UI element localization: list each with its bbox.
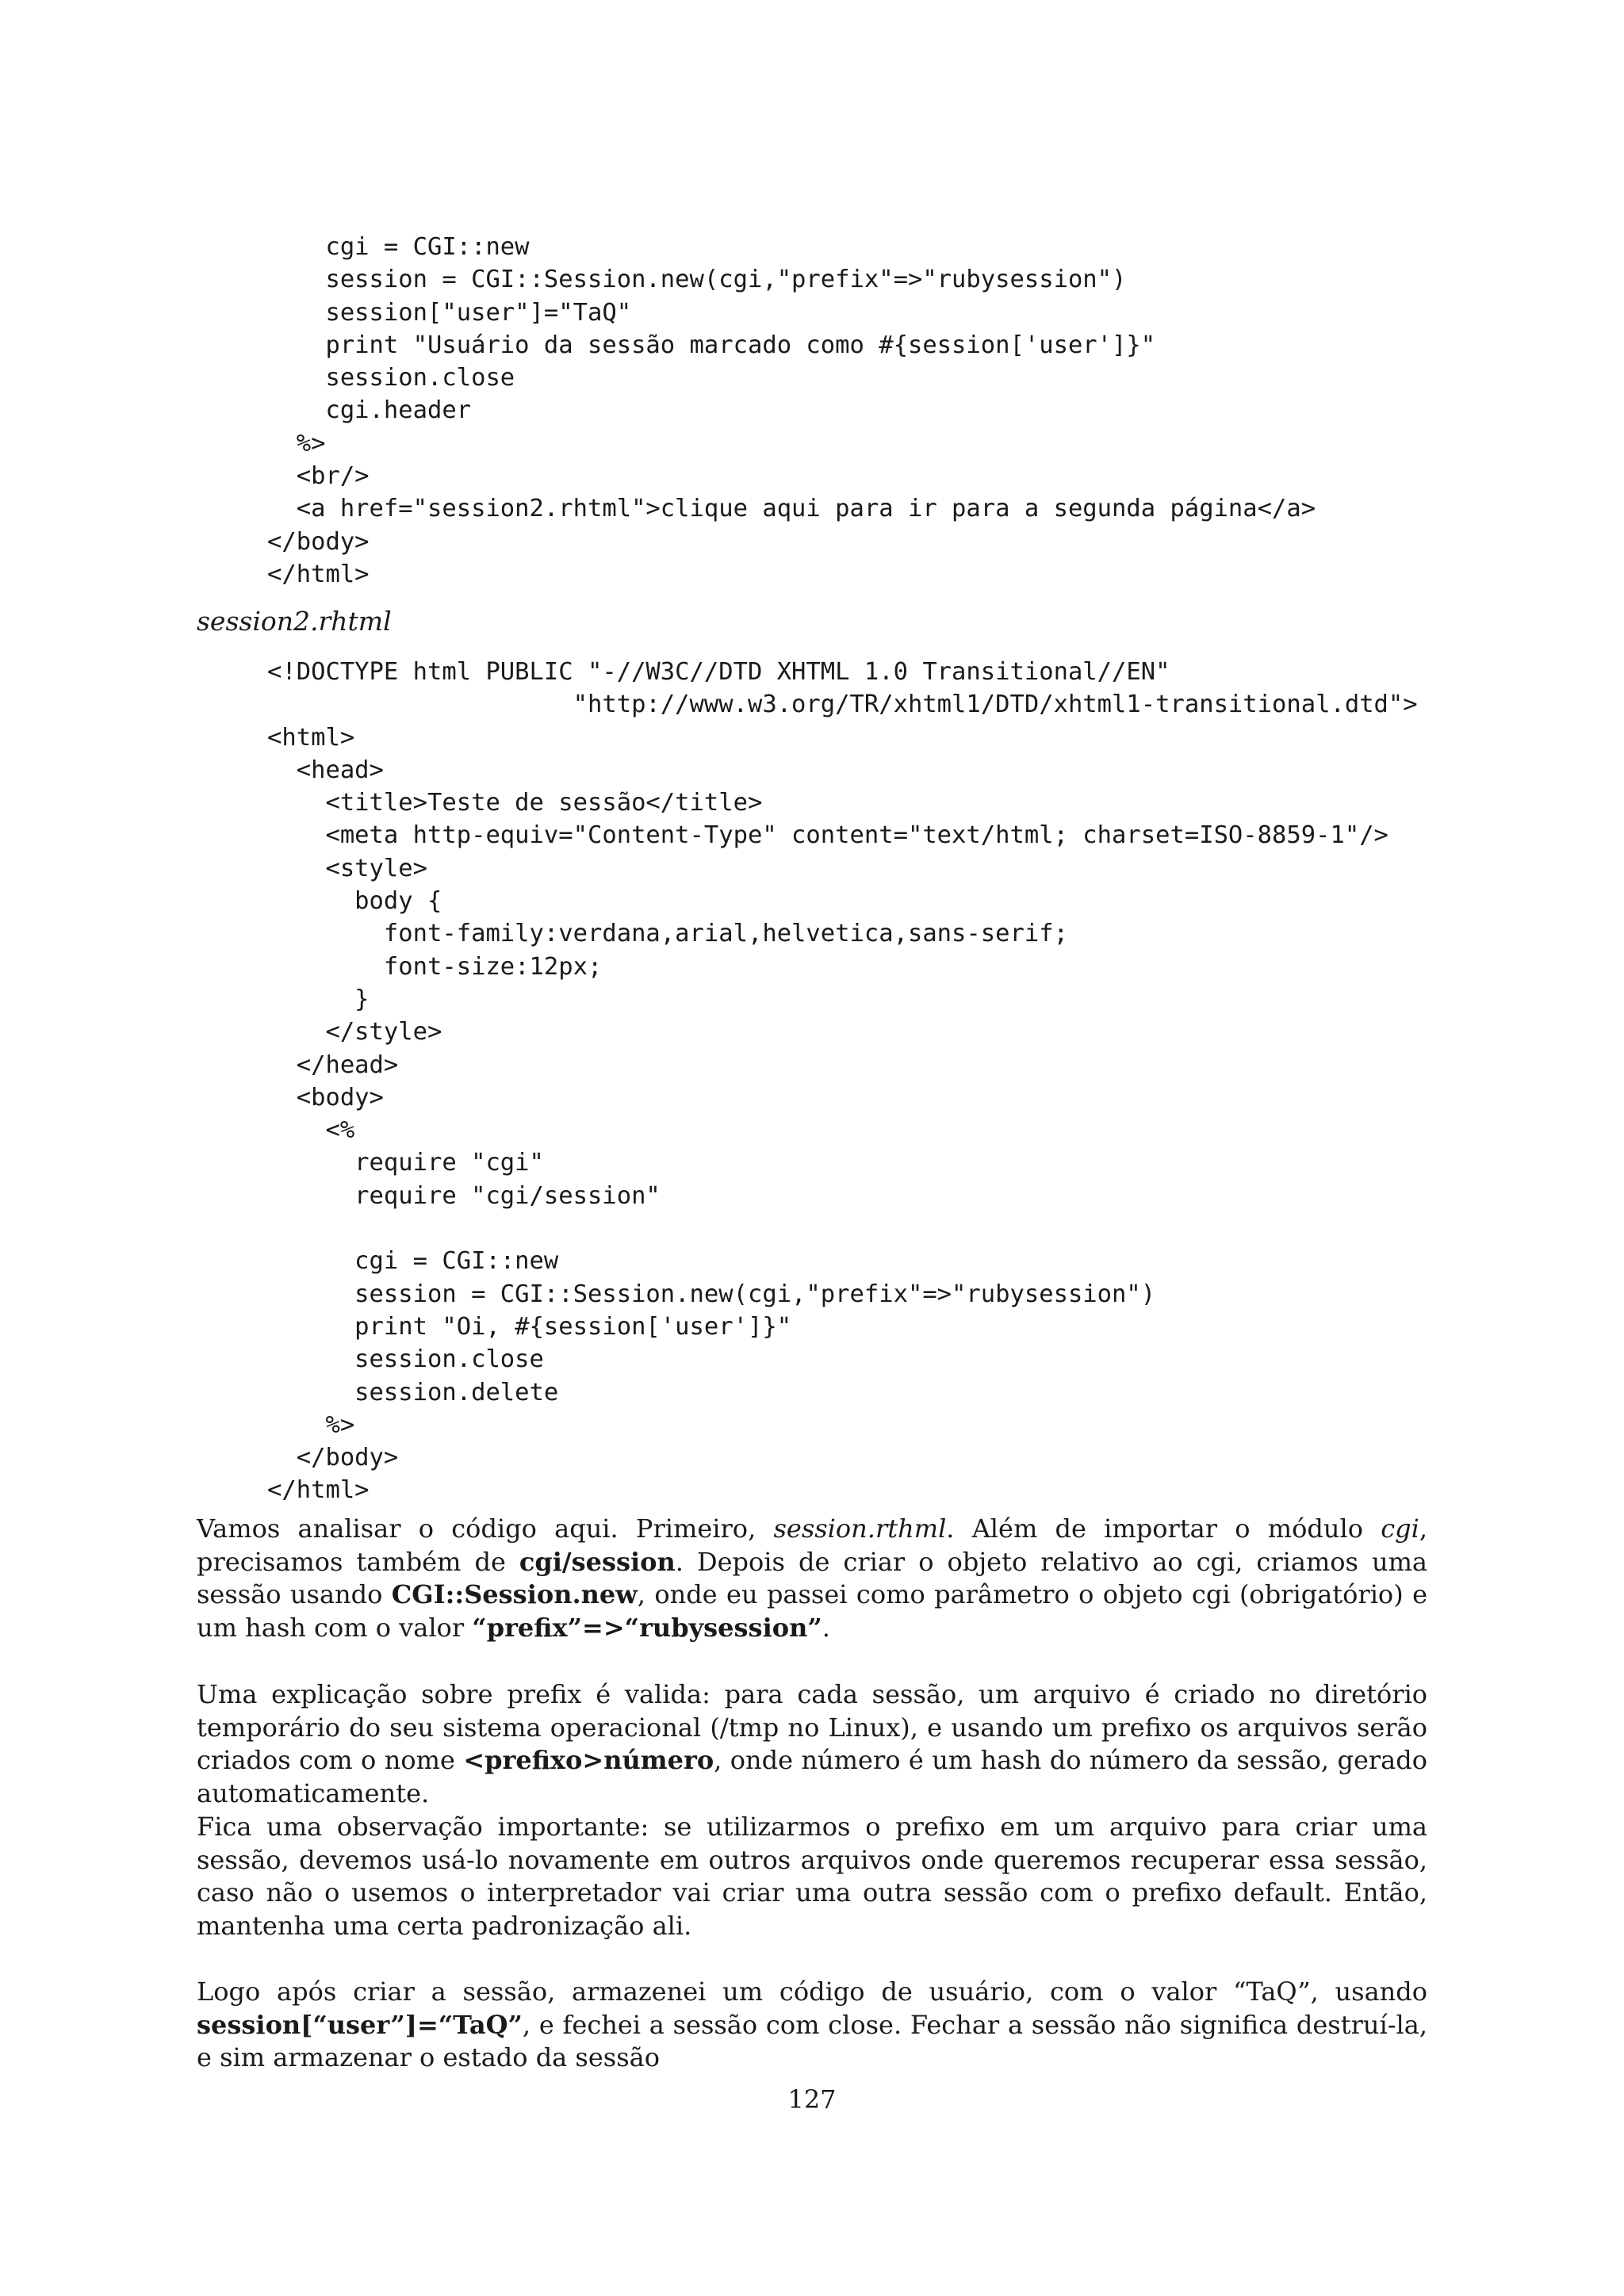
code-line: <% (267, 1116, 355, 1145)
code-line: font-size:12px; (267, 952, 603, 981)
code-line: <br/> (267, 462, 370, 491)
code-line: body { (267, 887, 442, 916)
code-line: <title>Teste de sessão</title> (267, 789, 763, 817)
code-line: session.close (267, 364, 515, 392)
paragraph-session-storage (197, 1976, 1427, 2075)
code-line: </head> (267, 1050, 399, 1079)
text-run: cgi/session (519, 1546, 676, 1577)
text-run: , onde eu passei como parâmetro o objeto cgi (obrigatório) e um hash com o valor (197, 1579, 1428, 1643)
paragraph-code-analysis (197, 1513, 1427, 1644)
text-run: . Além de importar o módulo (946, 1513, 1381, 1544)
text-run: Uma explicação sobre prefix é valida: para cada sessão, um arquivo é criado no diretório temporário do seu sistema operacional (/tmp no Linux), e usando um prefixo os arquivos serão criados com o nome (197, 1679, 1427, 1775)
text-run: Vamos analisar o código aqui. Primeiro, (197, 1513, 774, 1544)
code-line: } (267, 985, 370, 1013)
code-line: <a href="session2.rhtml">clique aqui para ir para a segunda página</a> (267, 495, 1316, 523)
text-run: <prefixo>número (463, 1745, 714, 1775)
page-number: 127 (787, 2084, 837, 2114)
text-run: session[“user”]=“TaQ” (197, 2009, 523, 2040)
code-line: font-family:verdana,arial,helvetica,sans-serif; (267, 920, 1068, 948)
code-line: require "cgi" (267, 1149, 544, 1177)
code-line: print "Oi, #{session['user']}" (267, 1312, 792, 1341)
code-listing-session2-rhtml (267, 656, 1418, 1507)
code-line: %> (267, 429, 326, 457)
code-line: </style> (267, 1018, 442, 1047)
text-run: , e fechei a sessão com close. Fechar a sessão não significa destruí-la, e sim armazenar o estado da sessão (197, 2009, 1427, 2072)
text-run: cgi (1381, 1513, 1419, 1544)
code-line: print "Usuário da sessão marcado como #{session['user']}" (267, 331, 1156, 359)
code-line: session.close (267, 1345, 544, 1374)
text-run: Fica uma observação importante: se utilizarmos o prefixo em um arquivo para criar uma sessão, devemos usá-lo novamente em outros arquivos onde queremos recuperar essa sessão, caso não o usemos o interpretador vai criar uma outra sessão com o prefixo default. Então, mantenha uma certa padronização ali. (197, 1812, 1427, 1941)
code-line: session["user"]="TaQ" (267, 298, 632, 327)
text-run: session.rthml (773, 1513, 947, 1544)
code-line: "http://www.w3.org/TR/xhtml1/DTD/xhtml1-transitional.dtd"> (267, 691, 1418, 719)
code-line: cgi.header (267, 396, 472, 425)
code-line: <!DOCTYPE html PUBLIC "-//W3C//DTD XHTML 1.0 Transitional//EN" (267, 658, 1170, 686)
code-line: <html> (267, 723, 355, 752)
filename-label: session2.rhtml (197, 606, 392, 637)
code-line: <meta http-equiv="Content-Type" content="text/html; charset=ISO-8859-1"/> (267, 821, 1388, 850)
code-line: </body> (267, 1444, 399, 1472)
text-run: , onde número é um hash do número da sessão, gerado automaticamente. (197, 1745, 1428, 1808)
code-line: %> (267, 1410, 355, 1439)
code-line (267, 1212, 1418, 1245)
code-line: cgi = CGI::new (267, 233, 530, 261)
code-line: require "cgi/session" (267, 1181, 661, 1210)
code-line: <body> (267, 1083, 384, 1112)
code-line: cgi = CGI::new (267, 1247, 559, 1276)
paragraph-prefix-explanation (197, 1678, 1427, 1810)
paragraph-prefix-observation (197, 1811, 1427, 1942)
code-line: <style> (267, 854, 427, 882)
text-run: , precisamos também de (197, 1513, 1427, 1577)
code-line: session.delete (267, 1378, 559, 1406)
code-line: </html> (267, 560, 370, 588)
text-run: . (822, 1612, 830, 1643)
text-run: Logo após criar a sessão, armazenei um código de usuário, com o valor “TaQ”, usando (197, 1976, 1427, 2007)
text-run: CGI::Session.new (391, 1579, 638, 1609)
code-line: <head> (267, 756, 384, 784)
code-line: </html> (267, 1476, 370, 1505)
code-line: session = CGI::Session.new(cgi,"prefix"=>"rubysession") (267, 266, 1127, 294)
code-line: </body> (267, 527, 370, 556)
code-listing-session-rhtml-end (267, 231, 1316, 591)
text-run: . Depois de criar o objeto relativo ao cgi, criamos uma sessão usando (197, 1546, 1428, 1609)
code-line: session = CGI::Session.new(cgi,"prefix"=>"rubysession") (267, 1280, 1156, 1308)
text-run: “prefix”=>“rubysession” (472, 1612, 822, 1643)
